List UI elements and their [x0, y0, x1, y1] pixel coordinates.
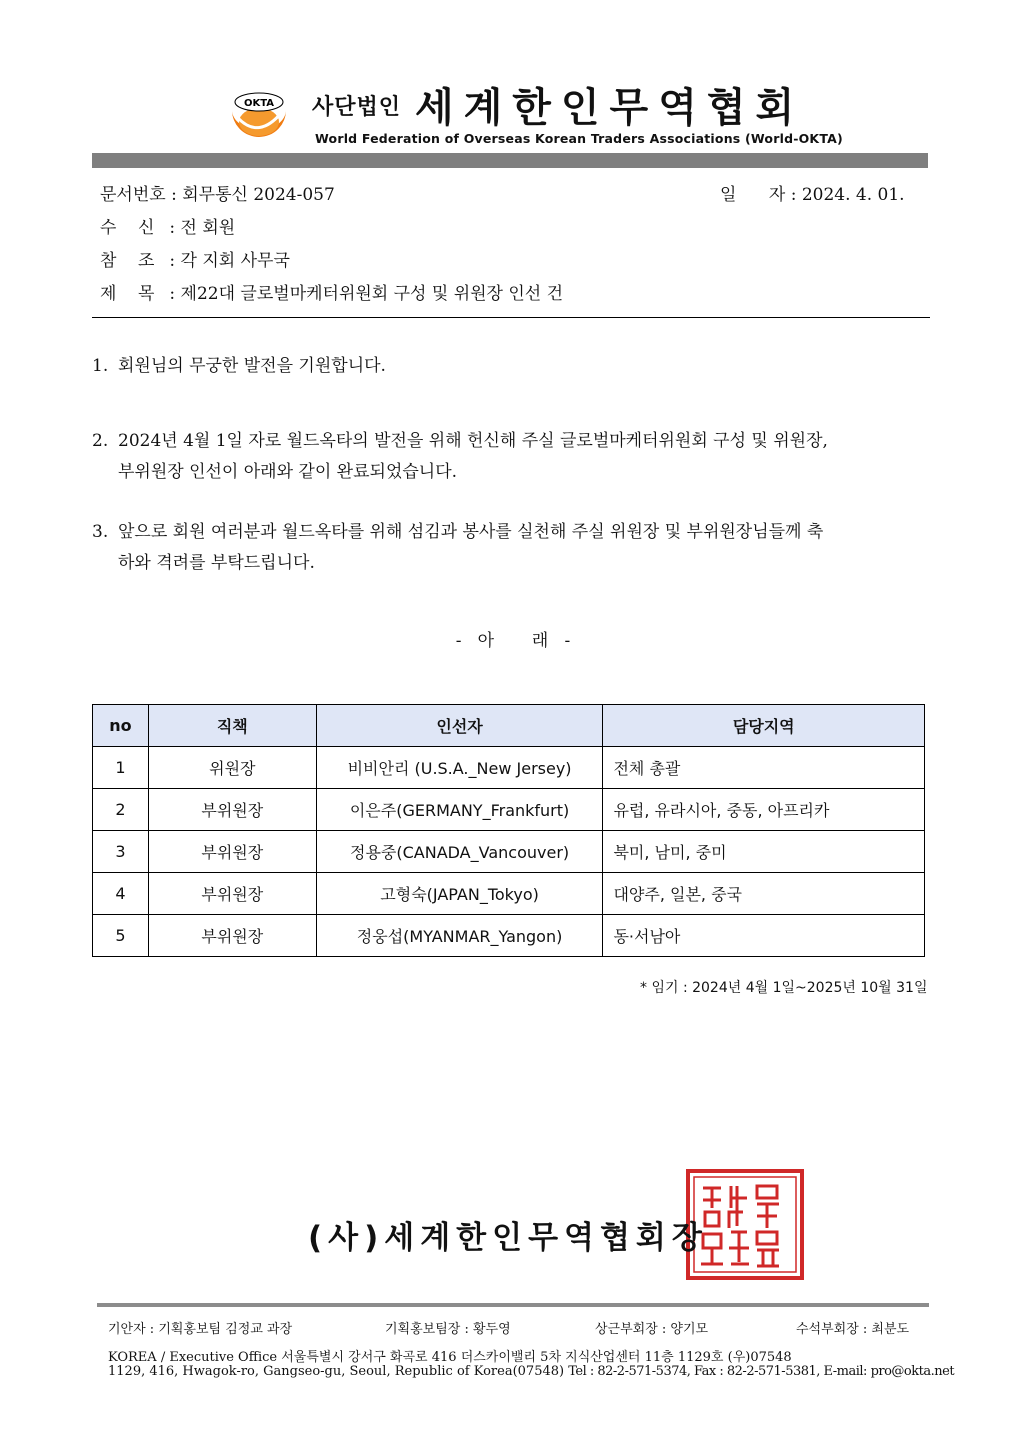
paragraph-2: [92, 426, 934, 488]
okta-logo: [228, 88, 290, 146]
header-bar: [92, 153, 928, 168]
cell-appointee: 비비안리 (U.S.A._New Jersey): [316, 747, 603, 789]
paragraph-3: [92, 517, 934, 579]
table-row: [93, 831, 925, 873]
date-label: 일 자: [720, 185, 786, 205]
subject-row: 제 목 : 제22대 글로벌마케터위원회 구성 및 위원장 인선 건: [100, 279, 563, 304]
recipient-row: 수 신 : 전 회원: [100, 213, 235, 238]
doc-number-label: 문서번호: [100, 185, 166, 205]
address-english: 1129, 416, Hwagok-ro, Gangseo-gu, Seoul, Republic of Korea(07548): [108, 1364, 565, 1379]
cell-position: 부위원장: [148, 789, 316, 831]
recipient-value: 전 회원: [180, 218, 236, 238]
cell-appointee: 정웅섭(MYANMAR_Yangon): [316, 915, 603, 957]
reference-label: 참 조: [100, 251, 155, 271]
reference-row: 참 조 : 각 지회 사무국: [100, 246, 290, 271]
org-prefix: 사단법인: [312, 95, 402, 120]
cell-no: 4: [93, 873, 149, 915]
cell-region: 전체 총괄: [603, 747, 925, 789]
signature-title: (사)세계한인무역협회장: [308, 1220, 708, 1256]
footer-standing-vp: 상근부회장 : 양기모: [595, 1322, 709, 1337]
svg-text:OKTA: OKTA: [243, 98, 275, 109]
header-region: 담당지역: [603, 705, 925, 747]
footer-drafter: 기안자 : 기획홍보팀 김정교 과장: [108, 1322, 293, 1337]
paragraph-2-number: 2.: [92, 431, 109, 451]
cell-position: 부위원장: [148, 873, 316, 915]
doc-number-row: 문서번호 : 회무통신 2024-057: [100, 185, 335, 205]
date-value: 2024. 4. 01.: [801, 185, 905, 205]
subject-label: 제 목: [100, 284, 155, 304]
paragraph-1-text: 회원님의 무궁한 발전을 기원합니다.: [118, 356, 386, 376]
paragraph-3-line-1: 앞으로 회원 여러분과 월드옥타를 위해 섬김과 봉사를 실천해 주실 위원장 및 부위원장님들께 축: [118, 522, 824, 542]
doc-number-value: 회무통신 2024-057: [182, 185, 335, 205]
table-row: [93, 747, 925, 789]
cell-appointee: 고형숙(JAPAN_Tokyo): [316, 873, 603, 915]
cell-region: 북미, 남미, 중미: [603, 831, 925, 873]
address-english-row: [108, 1364, 954, 1379]
footer-senior-vp: 수석부회장 : 최분도: [796, 1322, 910, 1337]
paragraph-2-line-1: 2024년 4월 1일 자로 월드옥타의 발전을 위해 헌신해 주실 글로벌마케터위원회 구성 및 위원장,: [118, 431, 828, 451]
cell-no: 3: [93, 831, 149, 873]
header-position: 직책: [148, 705, 316, 747]
cell-appointee: 이은주(GERMANY_Frankfurt): [316, 789, 603, 831]
recipient-label: 수 신: [100, 218, 155, 238]
org-english-name: World Federation of Overseas Korean Traders Associations (World-OKTA): [315, 131, 843, 146]
paragraph-3-line-2: 하와 격려를 부탁드립니다.: [118, 553, 315, 573]
paragraph-2-line-2: 부위원장 인선이 아래와 같이 완료되었습니다.: [118, 462, 458, 482]
table-header-row: [93, 705, 925, 747]
header-appointee: 인선자: [316, 705, 603, 747]
cell-region: 대양주, 일본, 중국: [603, 873, 925, 915]
contact-info: Tel : 82-2-571-5374, Fax : 82-2-571-5381, E-mail: pro@okta.net: [568, 1364, 955, 1379]
term-note: * 임기 : 2024년 4월 1일~2025년 10월 31일: [640, 980, 928, 996]
cell-region: 동·서남아: [603, 915, 925, 957]
header-no: no: [93, 705, 149, 747]
reference-value: 각 지회 사무국: [180, 251, 290, 271]
cell-no: 5: [93, 915, 149, 957]
cell-position: 부위원장: [148, 915, 316, 957]
org-title: 세계한인무역협회: [415, 85, 805, 131]
cell-no: 1: [93, 747, 149, 789]
footer-team-lead: 기획홍보팀장 : 황두영: [385, 1322, 511, 1337]
paragraph-3-number: 3.: [92, 522, 109, 542]
paragraph-1: [92, 351, 934, 382]
table-row: [93, 873, 925, 915]
cell-position: 위원장: [148, 747, 316, 789]
cell-appointee: 정용중(CANADA_Vancouver): [316, 831, 603, 873]
date-row: 일 자 : 2024. 4. 01.: [720, 185, 905, 205]
notice-heading: - 아 래 -: [455, 631, 571, 651]
table-row: [93, 915, 925, 957]
cell-position: 부위원장: [148, 831, 316, 873]
meta-divider: [92, 317, 930, 318]
footer-bar: [97, 1303, 929, 1307]
subject-value: 제22대 글로벌마케터위원회 구성 및 위원장 인선 건: [180, 284, 564, 304]
paragraph-1-number: 1.: [92, 356, 109, 376]
appointment-table: [92, 704, 925, 957]
table-row: [93, 789, 925, 831]
address-korean: KOREA / Executive Office 서울특별시 강서구 화곡로 416 더스카이밸리 5차 지식산업센터 11층 1129호 (우)07548: [108, 1350, 792, 1365]
cell-no: 2: [93, 789, 149, 831]
cell-region: 유럽, 유라시아, 중동, 아프리카: [603, 789, 925, 831]
